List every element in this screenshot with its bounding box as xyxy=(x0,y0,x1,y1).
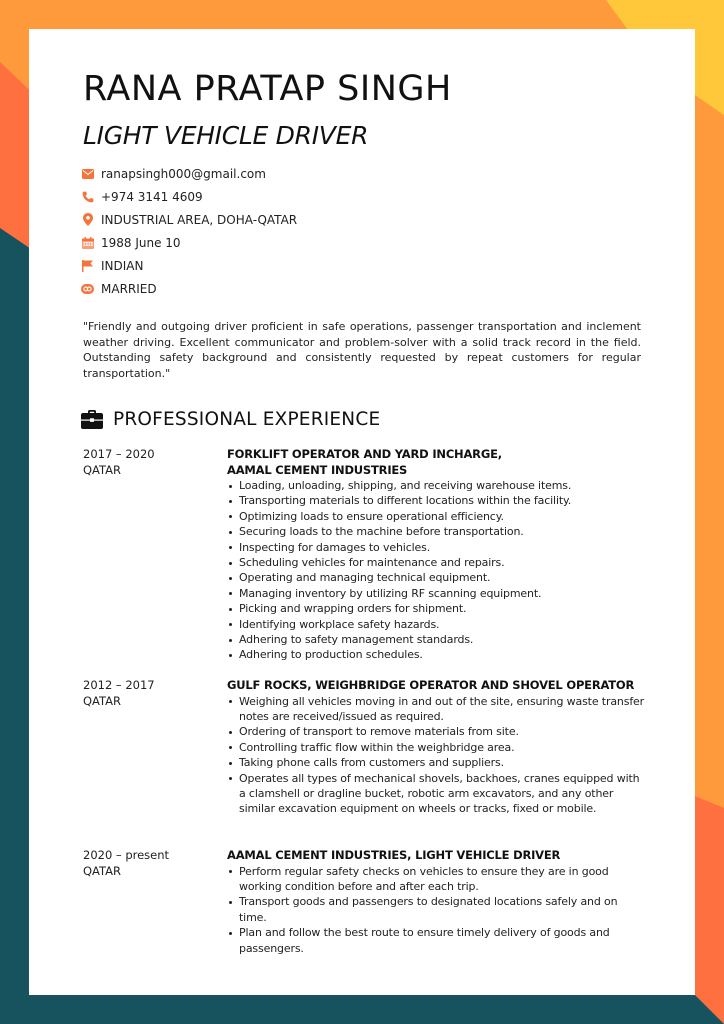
job-duties xyxy=(227,478,647,663)
rings-icon xyxy=(81,282,94,295)
duty-item: Taking phone calls from customers and suppliers. xyxy=(227,755,647,770)
duty-item: Scheduling vehicles for maintenance and repairs. xyxy=(227,555,647,570)
duty-item: Identifying workplace safety hazards. xyxy=(227,617,647,632)
job-meta xyxy=(83,678,223,709)
job-duties xyxy=(227,694,647,817)
calendar-icon xyxy=(81,236,94,249)
duty-item: Adhering to safety management standards. xyxy=(227,632,647,647)
job-dates: 2020 – present xyxy=(83,848,170,862)
duty-item: Managing inventory by utilizing RF scanning equipment. xyxy=(227,586,647,601)
job-meta xyxy=(83,447,223,478)
job-location: QATAR xyxy=(83,693,122,708)
resume-card xyxy=(29,29,695,995)
duty-item: Operates all types of mechanical shovels, backhoes, cranes equipped with a clamshell or dragline bucket, robotic arm excavators, and any other similar excavation equipment on wheels or tracks, fixed or mobile. xyxy=(227,771,647,817)
duty-item: Transport goods and passengers to designated locations safely and on time. xyxy=(227,894,647,925)
candidate-name: RANA PRATAP SINGH xyxy=(83,69,452,109)
job-body xyxy=(227,447,647,663)
contact-list xyxy=(81,162,297,300)
contact-birthdate xyxy=(81,231,297,254)
job-dates: 2012 – 2017 xyxy=(83,678,155,692)
map-pin-icon xyxy=(81,213,94,226)
job-dates: 2017 – 2020 xyxy=(83,447,155,461)
job-meta xyxy=(83,848,223,879)
job-title: LIGHT VEHICLE DRIVER xyxy=(83,121,369,150)
contact-marital-status-text: MARRIED xyxy=(101,281,157,296)
contact-marital-status xyxy=(81,277,297,300)
job-role: AAMAL CEMENT INDUSTRIES, LIGHT VEHICLE DRIVER xyxy=(227,848,561,862)
profile-summary: "Friendly and outgoing driver proficient in safe operations, passenger transportation and inclement weather driving. Excellent communicator and problem-solver with a solid track record in the field. Outstanding safety background and consistently requested by repeat customers for regular transportation." xyxy=(83,320,641,380)
duty-item: Operating and managing technical equipment. xyxy=(227,570,647,585)
section-heading: PROFESSIONAL EXPERIENCE xyxy=(113,409,381,430)
job-company: AAMAL CEMENT INDUSTRIES xyxy=(227,462,408,477)
contact-phone-text: +974 3141 4609 xyxy=(101,189,203,204)
duty-item: Transporting materials to different locations within the facility. xyxy=(227,493,647,508)
duty-item: Perform regular safety checks on vehicles to ensure they are in good working condition before and after each trip. xyxy=(227,864,647,895)
contact-phone[interactable] xyxy=(81,185,297,208)
duty-item: Plan and follow the best route to ensure timely delivery of goods and passengers. xyxy=(227,925,647,956)
job-location: QATAR xyxy=(83,462,122,477)
duty-item: Loading, unloading, shipping, and receiving warehouse items. xyxy=(227,478,647,493)
job-body xyxy=(227,848,647,956)
job-role: GULF ROCKS, WEIGHBRIDGE OPERATOR AND SHOVEL OPERATOR xyxy=(227,678,635,692)
job-location: QATAR xyxy=(83,863,122,878)
phone-icon xyxy=(81,190,94,203)
bg-bottom-teal-band xyxy=(0,990,724,1024)
flag-icon xyxy=(81,259,94,272)
briefcase-icon xyxy=(81,410,103,430)
duty-item: Picking and wrapping orders for shipment. xyxy=(227,601,647,616)
duty-item: Weighing all vehicles moving in and out of the site, ensuring waste transfer notes are received/issued as required. xyxy=(227,694,647,725)
contact-email-text: ranapsingh000@gmail.com xyxy=(101,166,266,181)
duty-item: Optimizing loads to ensure operational efficiency. xyxy=(227,509,647,524)
envelope-icon xyxy=(81,167,94,180)
duty-item: Ordering of transport to remove materials from site. xyxy=(227,724,647,739)
contact-nationality-text: INDIAN xyxy=(101,258,144,273)
contact-nationality xyxy=(81,254,297,277)
job-role: FORKLIFT OPERATOR AND YARD INCHARGE, xyxy=(227,447,502,461)
contact-birthdate-text: 1988 June 10 xyxy=(101,235,181,250)
job-duties xyxy=(227,864,647,956)
contact-address xyxy=(81,208,297,231)
contact-address-text: INDUSTRIAL AREA, DOHA-QATAR xyxy=(101,212,298,227)
duty-item: Adhering to production schedules. xyxy=(227,647,647,662)
contact-email[interactable] xyxy=(81,162,297,185)
duty-item: Securing loads to the machine before transportation. xyxy=(227,524,647,539)
duty-item: Controlling traffic flow within the weighbridge area. xyxy=(227,740,647,755)
job-body xyxy=(227,678,647,817)
section-professional-experience xyxy=(81,409,380,430)
duty-item: Inspecting for damages to vehicles. xyxy=(227,540,647,555)
